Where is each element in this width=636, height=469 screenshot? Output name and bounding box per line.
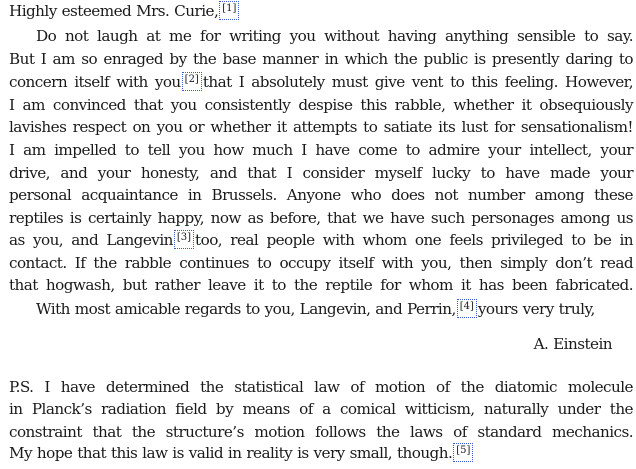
signature: A. Einstein (533, 335, 612, 353)
paragraph-1-line-10-end: too, real people with whom one feels privileged to be in (195, 231, 634, 249)
footnote-link-1[interactable]: [1] (219, 1, 239, 20)
salutation-line (9, 0, 633, 22)
footnote-link-2[interactable]: [2] (182, 72, 202, 91)
closing-text: With most amicable regards to you, Langevin, and Perrin, (36, 300, 456, 318)
paragraph-1-line-4: I am convinced that you consistently despise this rabble, whether it obsequiously (9, 96, 633, 114)
paragraph-1-line-9: reptiles is certainly happy, now as before, that we have such personages among us (9, 209, 633, 227)
paragraph-1-line-10 (9, 229, 633, 251)
postscript-line-4 (9, 442, 633, 464)
paragraph-1-line-2: But I am so enraged by the base manner in which the public is presently daring to (9, 50, 633, 68)
paragraph-1-line-3 (9, 71, 633, 93)
footnote-link-5[interactable]: [5] (453, 443, 473, 462)
footnote-link-3[interactable]: [3] (174, 230, 194, 249)
paragraph-1-line-8: personal acquaintance in Brussels. Anyone who does not number among these (9, 186, 633, 204)
closing-valediction: yours very truly, (477, 300, 595, 318)
paragraph-1-line-5: lavishes respect on you or whether it attempts to satiate its lust for sensationalism! (9, 118, 633, 136)
postscript-line-1: P.S. I have determined the statistical law of motion of the diatomic molecule (9, 378, 633, 396)
paragraph-1-line-3-end: that I absolutely must give vent to this feeling. However, (202, 73, 633, 91)
postscript-line-4-text: My hope that this law is valid in reality is very small, though. (9, 444, 453, 462)
closing-line (36, 298, 633, 320)
postscript-line-2: in Planck’s radiation field by means of a comical witticism, naturally under the (9, 400, 633, 418)
paragraph-1-line-6: I am impelled to tell you how much I have come to admire your intellect, your (9, 141, 633, 159)
paragraph-1-line-3-start: concern itself with you (9, 73, 181, 91)
footnote-link-4[interactable]: [4] (457, 299, 477, 318)
paragraph-1-line-10-start: as you, and Langevin (9, 231, 173, 249)
salutation: Highly esteemed Mrs. Curie, (9, 2, 219, 20)
paragraph-1-line-12: that hogwash, but rather leave it to the reptile for whom it has been fabricated. (9, 276, 633, 294)
paragraph-1-line-11: contact. If the rabble continues to occupy itself with you, then simply don’t read (9, 254, 633, 272)
paragraph-1-line-7: drive, and your honesty, and that I consider myself lucky to have made your (9, 164, 633, 182)
postscript-line-3: constraint that the structure’s motion follows the laws of standard mechanics. (9, 423, 633, 441)
paragraph-1-line-1: Do not laugh at me for writing you without having anything sensible to say. (36, 27, 633, 45)
